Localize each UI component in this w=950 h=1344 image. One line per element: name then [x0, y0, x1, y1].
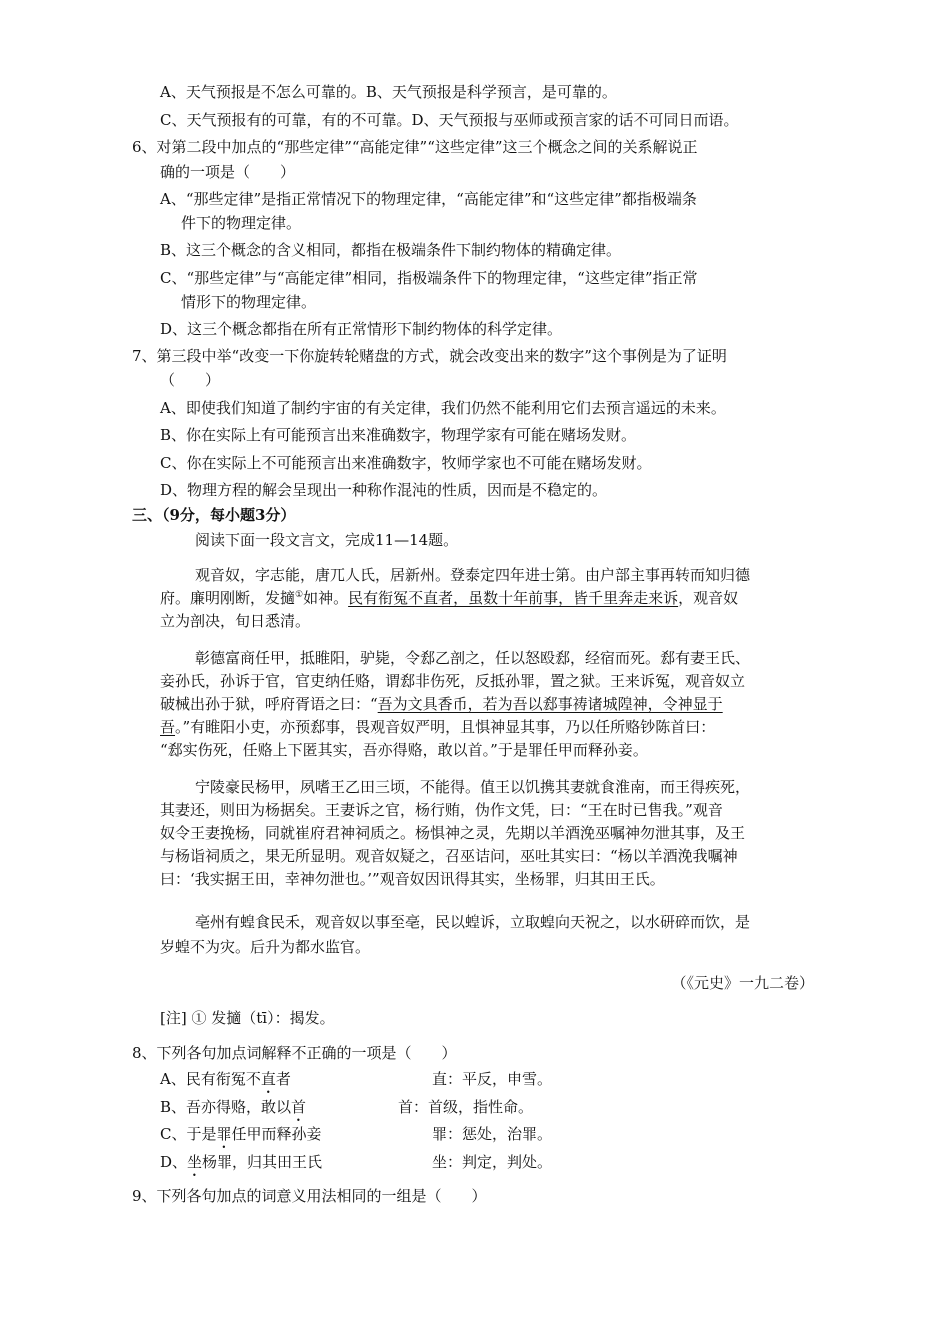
passage-p3-line3: 奴令王妻挽杨，同就崔府君神祠质之。杨惧神之灵，先期以羊酒浼巫嘱神勿泄其事，及王 — [160, 824, 746, 842]
q6-option-a-line1: A、“那些定律”是指正常情况下的物理定律，“高能定律”和“这些定律”都指极端条 — [160, 190, 697, 208]
q6-option-d: D、这三个概念都指在所有正常情形下制约物体的科学定律。 — [160, 320, 563, 338]
q8-option-a-explanation: 直：平反，申雪。 — [432, 1070, 553, 1088]
passage-p3-line2: 其妻还，则田为杨据矣。王妻诉之官，杨行贿，伪作文凭，曰：“王在时已售我。”观音 — [160, 801, 723, 819]
emphasis-word: 首 — [291, 1098, 307, 1116]
passage-p4-line1: 亳州有蝗食民禾，观音奴以事至亳，民以蝗诉，立取蝗向天祝之，以水研碎而饮，是 — [195, 913, 751, 931]
passage-p4-line2: 岁蝗不为灾。后升为都水监官。 — [160, 938, 371, 956]
q6-option-a-line2: 件下的物理定律。 — [181, 214, 302, 232]
q7-option-d: D、物理方程的解会呈现出一种称作混沌的性质，因而是不稳定的。 — [160, 481, 608, 499]
passage-p2-line3: 破械出孙于狱，呼府胥语之曰：“吾为文具香币，若为吾以郄事祷诸城隍神，令神显于 — [160, 695, 723, 713]
underlined-sentence-2-end: 吾 — [160, 718, 176, 736]
emphasis-word: 直 — [260, 1070, 276, 1088]
footnote-marker: ① — [295, 590, 304, 600]
passage-p2-line5: “郄实伤死，任赂上下匿其实，吾亦得赂，敢以首。”于是罪任甲而释孙妾。 — [160, 741, 648, 759]
passage-p1-line3: 立为剖决，旬日悉清。 — [160, 612, 311, 630]
q8-option-d: D、坐杨罪，归其田王氏 — [160, 1153, 323, 1171]
q7-option-a: A、即使我们知道了制约宇宙的有关定律，我们仍然不能利用它们去预言遥远的未来。 — [160, 399, 726, 417]
q8-option-b-explanation: 首：首级，指性命。 — [398, 1098, 534, 1116]
underlined-sentence-2: 吾为文具香币，若为吾以郄事祷诸城隍神，令神显于 — [377, 695, 723, 713]
q7-stem-line1: 7、第三段中举“改变一下你旋转轮赌盘的方式，就会改变出来的数字”这个事例是为了证明 — [132, 347, 727, 365]
passage-footnote: [注] ① 发擿（tī）：揭发。 — [160, 1009, 335, 1027]
passage-p2-line1: 彰德富商任甲，抵睢阳，驴毙，令郄乙剖之，任以怒殴郄，经宿而死。郄有妻王氏、 — [195, 649, 751, 667]
q6-option-c-line1: C、“那些定律”与“高能定律”相同，指极端条件下的物理定律，“这些定律”指正常 — [160, 269, 698, 287]
q7-option-b: B、你在实际上有可能预言出来准确数字，物理学家有可能在赌场发财。 — [160, 426, 637, 444]
emphasis-word: 坐 — [187, 1153, 203, 1171]
passage-p1-line1: 观音奴，字志能，唐兀人氏，居新州。登泰定四年进士第。由户部主事再转而知归德 — [195, 566, 751, 584]
q6-option-c-line2: 情形下的物理定律。 — [181, 293, 317, 311]
q9-stem: 9、下列各句加点的词意义用法相同的一组是（ ） — [132, 1187, 487, 1205]
q8-option-a: A、民有衔冤不直者 — [160, 1070, 291, 1088]
q5-options-row2: C、天气预报有的可靠，有的不可靠。D、天气预报与巫师或预言家的话不可同日而语。 — [160, 111, 739, 129]
q6-option-b: B、这三个概念的含义相同，都指在极端条件下制约物体的精确定律。 — [160, 241, 622, 259]
passage-p2-line4: 吾。”有睢阳小吏，亦预郄事，畏观音奴严明，且惧神显其事，乃以任所赂钞陈首曰： — [160, 718, 716, 736]
q8-option-c-explanation: 罪：惩处，治罪。 — [432, 1125, 553, 1143]
underlined-sentence-1: 民有衔冤不直者，虽数十年前事，皆千里奔走来诉 — [348, 589, 679, 607]
q8-option-b: B、吾亦得赂，敢以首 — [160, 1098, 307, 1116]
passage-p3-line4: 与杨诣祠质之，果无所显明。观音奴疑之，召巫诘问，巫吐其实曰：“杨以羊酒浼我嘱神 — [160, 847, 738, 865]
passage-p1-line2: 府。廉明刚断，发擿①如神。民有衔冤不直者，虽数十年前事，皆千里奔走来诉，观音奴 — [160, 589, 739, 607]
q8-option-d-explanation: 坐：判定，判处。 — [432, 1153, 553, 1171]
passage-p2-line2: 妾孙氏，孙诉于官，官吏纳任赂，谓郄非伤死，反抵孙罪，置之狱。王来诉冤，观音奴立 — [160, 672, 746, 690]
passage-p3-line5: 曰：‘我实据王田，幸神勿泄也。’”观音奴因讯得其实，坐杨罪，归其田王氏。 — [160, 870, 665, 888]
q5-options-row1: A、天气预报是不怎么可靠的。B、天气预报是科学预言，是可靠的。 — [160, 83, 617, 101]
section3-heading: 三、（9分，每小题3分） — [132, 506, 296, 524]
emphasis-word: 罪 — [216, 1125, 232, 1143]
q6-stem-line1: 6、对第二段中加点的“那些定律”“高能定律”“这些定律”这三个概念之间的关系解说正 — [132, 138, 698, 156]
q8-option-c: C、于是罪任甲而释孙妾 — [160, 1125, 322, 1143]
passage-p3-line1: 宁陵豪民杨甲，夙嗜王乙田三顷，不能得。值王以饥携其妻就食淮南，而王得疾死， — [195, 778, 751, 796]
q7-option-c: C、你在实际上不可能预言出来准确数字，牧师学家也不可能在赌场发财。 — [160, 454, 652, 472]
section3-intro: 阅读下面一段文言文，完成11—14题。 — [195, 531, 459, 549]
q8-stem: 8、下列各句加点词解释不正确的一项是（ ） — [132, 1044, 457, 1062]
passage-source: （《元史》一九二卷） — [671, 974, 814, 992]
q6-stem-line2: 确的一项是（ ） — [160, 163, 296, 181]
q7-stem-line2: （ ） — [160, 371, 221, 389]
